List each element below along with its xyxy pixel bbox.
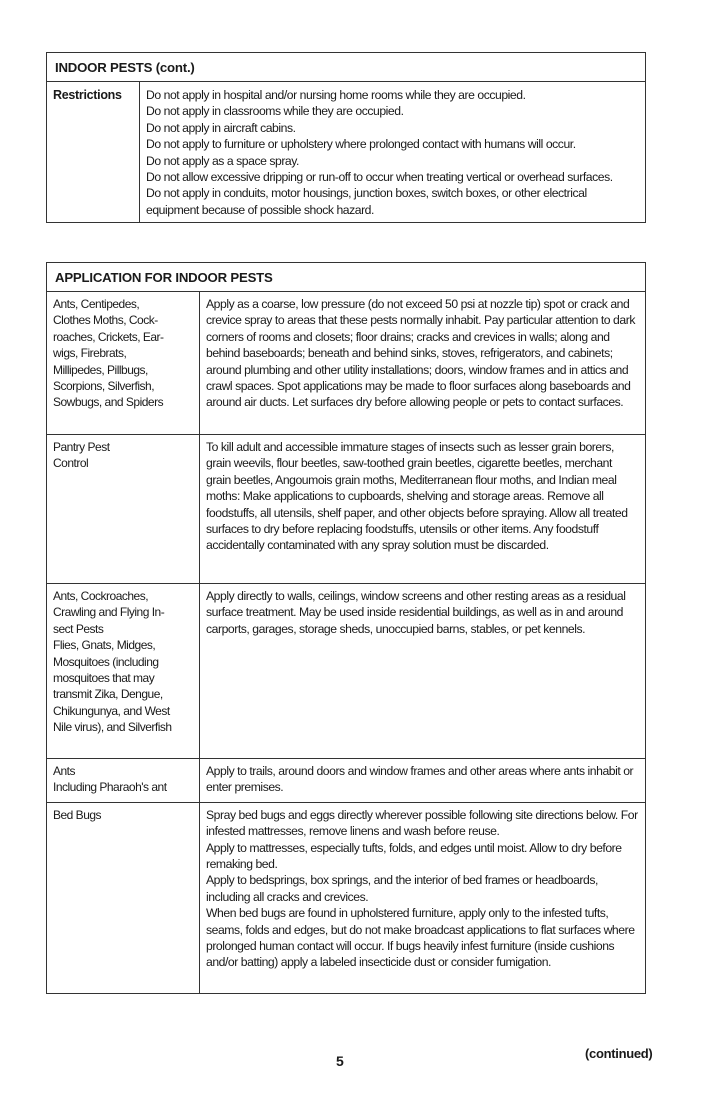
pest-cell [47,802,200,993]
directions-text: Apply directly to walls, ceilings, window screens and other resting areas as a residual surface treatment. May be used inside residential buildings, as well as in and around carports, garages, storage sheds, unoccupied barns, stables, or pet kennels. [206,589,626,636]
pest-line: Pantry Pest [53,440,110,454]
restrictions-table [46,52,646,223]
restriction-line: Do not apply in hospital and/or nursing home rooms while they are occupied. [146,88,526,102]
pest-line: Sowbugs, and Spiders [53,395,164,410]
pest-line: Mosquitoes (including [53,654,159,669]
directions-text: Apply to trails, around doors and window frames and other areas where ants inhabit or enter premises. [206,764,634,795]
application-table [46,262,646,994]
pest-line: Chikungunya, and West [53,703,170,718]
table-row [47,759,646,803]
restriction-line: Do not apply in classrooms while they are occupied. [146,104,404,119]
pest-line: sect Pests [53,621,104,636]
pest-line: Nile virus), and Silverfish [53,720,172,735]
restriction-line: Do not apply in aircraft cabins. [146,120,296,135]
directions-cell [200,802,646,993]
table-row [47,292,646,435]
pest-cell [47,584,200,759]
pest-line: Including Pharaoh's ant [53,780,167,795]
restriction-line: Do not allow excessive dripping or run-off to occur when treating vertical or overhead surfaces. [146,170,613,185]
table-row [47,584,646,759]
restriction-line: Do not apply in conduits, motor housings, junction boxes, switch boxes, or other electrical equipment because of possible shock hazard. [146,186,587,217]
restriction-line: Do not apply to furniture or upholstery where prolonged contact with humans will occur. [146,137,576,152]
pest-line: roaches, Crickets, Ear- [53,329,164,344]
pest-line: Control [53,456,89,471]
page-number: 5 [336,1053,344,1069]
table-row [47,802,646,993]
continued-note: (continued) [585,1046,653,1061]
directions-text: Apply as a coarse, low pressure (do not exceed 50 psi at nozzle tip) spot or crack and crevice spray to areas that these pests normally inhabit. Pay particular attention to dark corners of rooms and closets; floor drains; cracks and crevices in walls; along and behind baseboards; beneath and behind sinks, stoves, refrigerators, and cabinets; around plumbing and other utility installations; doors, window frames and in attics and crawl spaces. Spot applications may be made to floor surfaces along baseboards and around air ducts. Let surfaces dry before allowing people or pets to contact surfaces. [206,297,635,410]
restrictions-label: Restrictions [47,82,140,223]
directions-cell [200,759,646,803]
pest-line: Flies, Gnats, Midges, [53,638,156,653]
pest-line: transmit Zika, Dengue, [53,687,163,702]
directions-text: To kill adult and accessible immature stages of insects such as lesser grain borers, grain weevils, flour beetles, saw-toothed grain beetles, cigarette beetles, merchant grain beetles, Angoumois grain moths, Mediterranean flour moths, and Indian meal moths: Make applications to cupboards, shelving and storage areas. Remove all foodstuffs, all utensils, shelf paper, and other objects before spraying. Allow all treated surfaces to dry before replacing foodstuffs, utensils or other items. Any foodstuff accidentally contaminated with any spray solution must be discarded. [206,440,628,553]
pest-line: Ants, Cockroaches, [53,589,149,603]
indoor-pests-heading: INDOOR PESTS (cont.) [47,53,646,82]
directions-text: When bed bugs are found in upholstered furniture, apply only to the infested tufts, seams, folds and edges, but do not make broadcast applications to flat surfaces where prolonged human contact will occur. If bugs heavily infest furniture (inside cushions and/or batting) apply a labeled insecticide dust or consider fumigation. [206,906,635,970]
pest-line: mosquitoes that may [53,671,155,686]
pest-line: Ants, Centipedes, [53,297,140,311]
directions-text: Spray bed bugs and eggs directly wherever possible following site directions below. For infested mattresses, remove linens and wash before reuse. [206,807,638,839]
pest-cell [47,759,200,803]
pest-line: Bed Bugs [53,807,102,822]
pest-line: Scorpions, Silverfish, [53,379,155,394]
pest-cell [47,435,200,584]
pest-cell [47,292,200,435]
pest-line: Ants [53,764,76,778]
directions-cell [200,584,646,759]
pest-line: wigs, Firebrats, [53,346,127,361]
restrictions-text [140,82,646,223]
restriction-line: Do not apply as a space spray. [146,153,299,168]
directions-cell [200,292,646,435]
table-row [47,435,646,584]
application-heading: APPLICATION FOR INDOOR PESTS [47,263,646,292]
directions-text: Apply to mattresses, especially tufts, folds, and edges until moist. Allow to dry before remaking bed. [206,840,622,872]
directions-cell [200,435,646,584]
directions-text: Apply to bedsprings, box springs, and the interior of bed frames or headboards, including all cracks and crevices. [206,873,598,904]
pest-line: Millipedes, Pillbugs, [53,362,148,377]
pest-line: Crawling and Flying In- [53,605,165,620]
pest-line: Clothes Moths, Cock- [53,313,158,328]
